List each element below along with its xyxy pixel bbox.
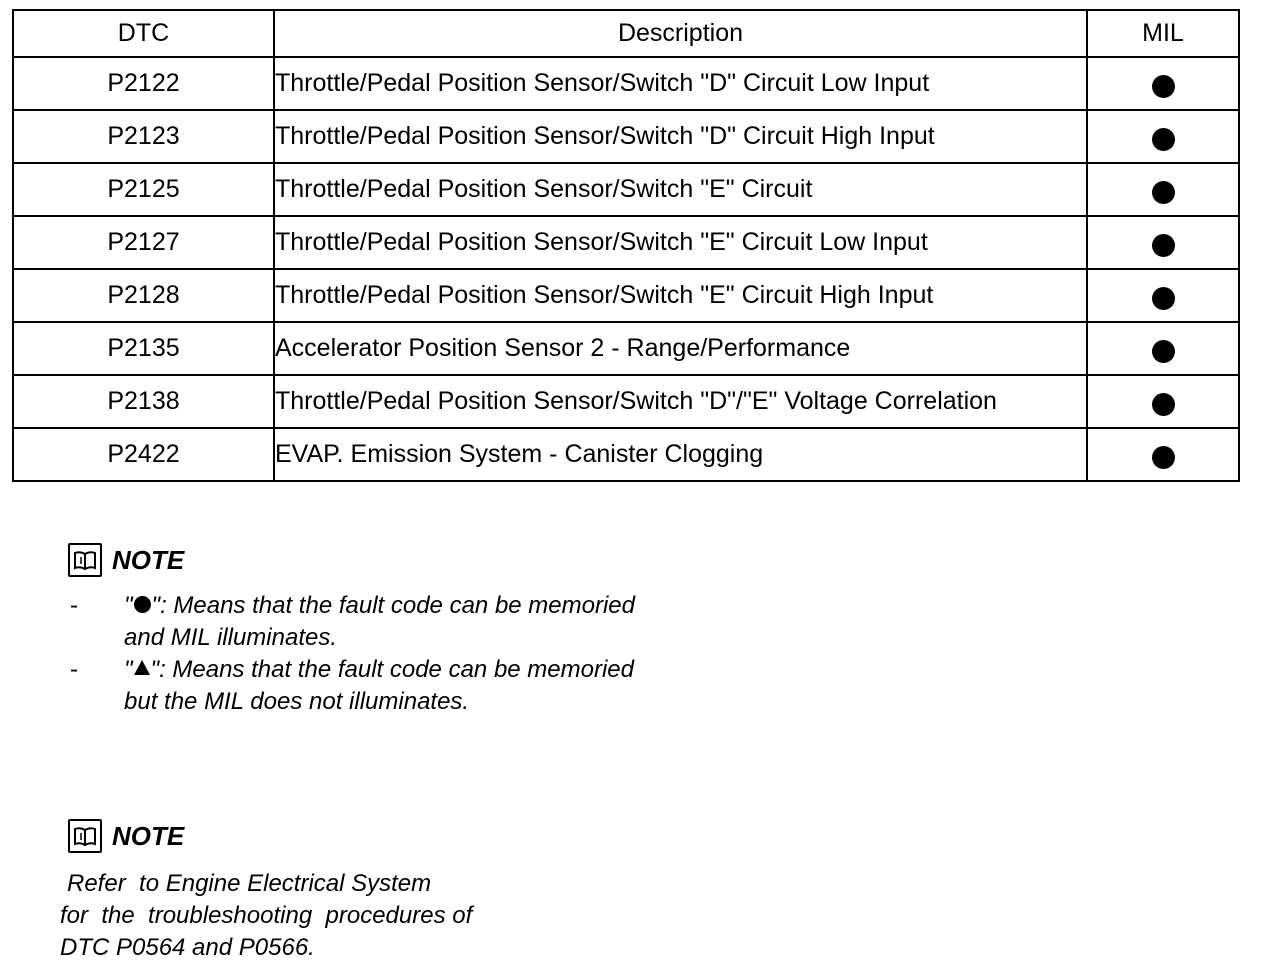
filled-dot-icon <box>1152 340 1175 363</box>
mil-cell <box>1087 110 1239 163</box>
filled-dot-icon <box>1152 128 1175 151</box>
header-mil: MIL <box>1087 10 1239 57</box>
note-item-line1: : Means that the fault code can be memoried <box>160 592 635 619</box>
refer-line-1: Refer to Engine Electrical System <box>67 870 432 897</box>
dtc-table <box>12 9 1240 482</box>
filled-dot-icon <box>1152 287 1175 310</box>
table-row <box>13 269 1239 322</box>
dtc-code: P2127 <box>13 216 274 269</box>
filled-dot-icon <box>1152 75 1175 98</box>
filled-dot-icon <box>1152 234 1175 257</box>
note-bullets <box>68 590 768 718</box>
bullet-dash: - <box>70 592 78 619</box>
mil-cell <box>1087 269 1239 322</box>
note-item-line2: but the MIL does not illuminates. <box>124 688 470 715</box>
quote-close: " <box>150 656 160 683</box>
filled-dot-icon <box>1152 446 1175 469</box>
dtc-description: EVAP. Emission System - Canister Clogging <box>274 428 1087 481</box>
filled-dot-icon <box>134 596 151 613</box>
header-description: Description <box>274 10 1087 57</box>
mil-cell <box>1087 322 1239 375</box>
table-row <box>13 163 1239 216</box>
dtc-description: Accelerator Position Sensor 2 - Range/Performance <box>274 322 1087 375</box>
table-row <box>13 57 1239 110</box>
note-label: NOTE <box>112 820 185 851</box>
mil-cell <box>1087 57 1239 110</box>
table-header-row <box>13 10 1239 57</box>
dtc-description: Throttle/Pedal Position Sensor/Switch "E" Circuit High Input <box>274 269 1087 322</box>
note-item-triangle <box>68 654 768 718</box>
refer-line-3: DTC P0564 and P0566. <box>60 934 315 961</box>
table-row <box>13 216 1239 269</box>
mil-cell <box>1087 163 1239 216</box>
note-label: NOTE <box>112 544 185 575</box>
table-row <box>13 110 1239 163</box>
table-row <box>13 428 1239 481</box>
dtc-code: P2135 <box>13 322 274 375</box>
triangle-icon <box>134 660 150 675</box>
note-item-line2: and MIL illuminates. <box>124 624 337 651</box>
table-row <box>13 322 1239 375</box>
dtc-code: P2122 <box>13 57 274 110</box>
filled-dot-icon <box>1152 393 1175 416</box>
quote-open: " <box>124 656 133 683</box>
note-heading-1 <box>68 543 184 577</box>
dtc-code: P2125 <box>13 163 274 216</box>
note-item-line1: : Means that the fault code can be memoried <box>159 656 634 683</box>
dtc-description: Throttle/Pedal Position Sensor/Switch "D" Circuit Low Input <box>274 57 1087 110</box>
bullet-dash: - <box>70 656 78 683</box>
mil-cell <box>1087 428 1239 481</box>
dtc-code: P2128 <box>13 269 274 322</box>
refer-note <box>60 868 580 964</box>
table-row <box>13 375 1239 428</box>
filled-dot-icon <box>1152 181 1175 204</box>
refer-line-2: for the troubleshooting procedures of <box>60 902 473 929</box>
note-heading-2 <box>68 819 184 853</box>
dtc-description: Throttle/Pedal Position Sensor/Switch "E" Circuit Low Input <box>274 216 1087 269</box>
dtc-description: Throttle/Pedal Position Sensor/Switch "D"/"E" Voltage Correlation <box>274 375 1087 428</box>
book-icon <box>68 543 102 577</box>
book-icon <box>68 819 102 853</box>
quote-close: " <box>151 592 161 619</box>
dtc-description: Throttle/Pedal Position Sensor/Switch "D" Circuit High Input <box>274 110 1087 163</box>
header-dtc: DTC <box>13 10 274 57</box>
note-item-dot <box>68 590 768 654</box>
mil-cell <box>1087 375 1239 428</box>
quote-open: " <box>124 592 133 619</box>
mil-cell <box>1087 216 1239 269</box>
dtc-code: P2123 <box>13 110 274 163</box>
dtc-code: P2138 <box>13 375 274 428</box>
dtc-code: P2422 <box>13 428 274 481</box>
dtc-description: Throttle/Pedal Position Sensor/Switch "E" Circuit <box>274 163 1087 216</box>
